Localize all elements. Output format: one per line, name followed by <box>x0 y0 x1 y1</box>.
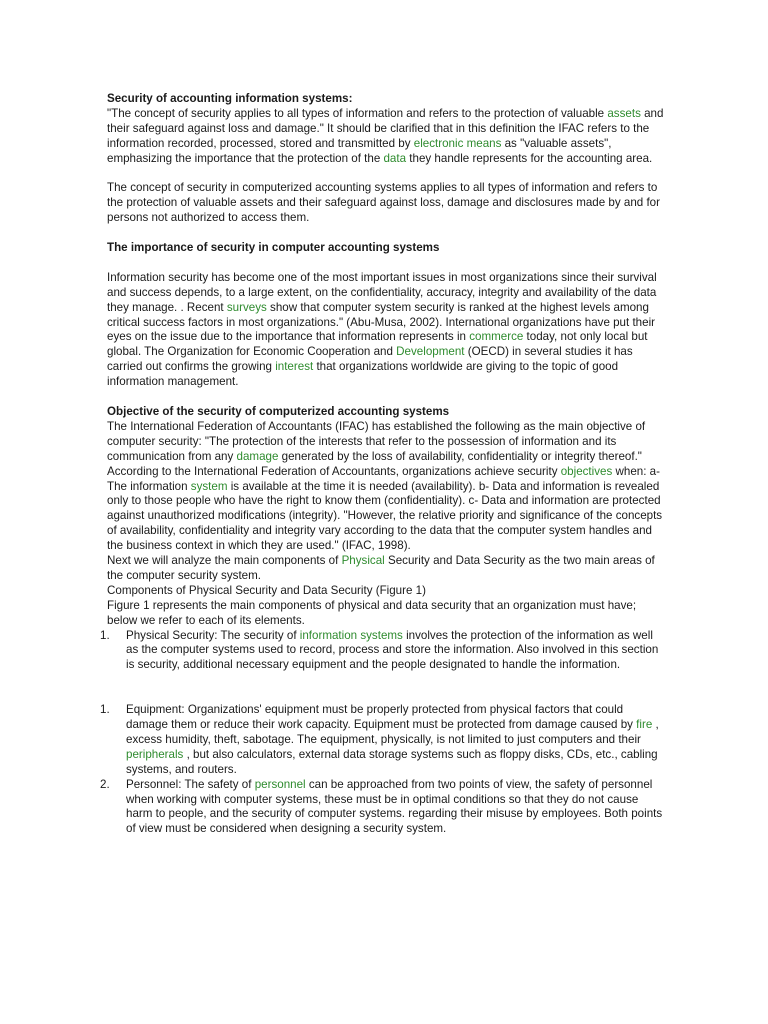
text-run: that organizations worldwide are giving to the topic of good information management. <box>107 360 619 389</box>
list-number: 2. <box>100 777 110 791</box>
text-run: Physical Security: The security of <box>126 628 300 642</box>
text-run: is available at the time it is needed (availability). b- Data and information is revealed only to those people who have the right to know them (confidentiality). c- Data and information are protected against unauthorized modifications (integrity). "However, the relative priority and significance of the concepts of availability, confidentiality and integrity vary according to the data that the computer system handles and the business context in which they are used." (IFAC, 1998). <box>107 479 663 553</box>
list-item <box>100 628 667 674</box>
section-title-security-ais: Security of accounting information systems: <box>107 92 353 105</box>
link-surveys[interactable]: surveys <box>226 300 267 314</box>
link-objectives[interactable]: objectives <box>560 464 613 478</box>
link-personnel[interactable]: personnel <box>254 777 306 791</box>
paragraph-security-concept <box>107 107 667 167</box>
paragraph-computerized-security: The concept of security in computerized accounting systems applies to all types of information and refers to the protection of valuable assets and their safeguard against loss, damage and disclosures made by and for persons not authorized to access them. <box>107 181 660 225</box>
list-item <box>100 777 667 838</box>
text-run: The International Federation of Accountants (IFAC) has established the following as the main objective of computer security: "The protection of the interests that refer to the possession of information and its communication from any <box>107 419 646 463</box>
link-assets[interactable]: assets <box>607 106 641 120</box>
text-run: Equipment: Organizations' equipment must be properly protected from physical factors that could damage them or reduce their work capacity. Equipment must be protected from damage caused by <box>126 703 637 731</box>
link-commerce[interactable]: commerce <box>469 330 524 344</box>
text-run: and their safeguard against loss and damage." It should be clarified that in this definition the IFAC refers to the information recorded, processed, stored and transmitted by <box>107 106 664 150</box>
text-run: Personnel: The safety of <box>126 777 255 791</box>
link-development[interactable]: Development <box>396 345 465 359</box>
link-fire[interactable]: fire <box>636 717 653 731</box>
text-run: can be approached from two points of view, the safety of personnel when working with computer systems, these must be in optimal conditions so that they do not cause harm to people, and the security of computer systems. regarding their misuse by employees. Both points of view must be considered when designing a security system. <box>126 777 663 836</box>
text-run: , but also calculators, external data storage systems such as floppy disks, CDs, etc., cabling systems, and routers. <box>126 747 658 776</box>
list-number: 1. <box>100 703 110 717</box>
link-information-systems[interactable]: information systems <box>299 628 403 642</box>
paragraph-ifac-objective <box>107 420 667 554</box>
link-electronic-means[interactable]: electronic means <box>413 136 502 150</box>
paragraph-information-security <box>107 271 667 390</box>
text-run: they handle represents for the accounting area. <box>406 151 653 165</box>
text-run: involves the protection of the information as well as the computer systems used to record, process and store the information. Also involved in this section is security, additional necessary equipment and the people designated to handle the information. <box>126 628 659 672</box>
paragraph-figure-description: Figure 1 represents the main components of physical and data security that an organization must have; below we refer to each of its elements. <box>107 598 637 627</box>
list-item <box>100 703 667 778</box>
link-system[interactable]: system <box>190 479 228 493</box>
document-page <box>100 92 667 837</box>
text-run: Information security has become one of the most important issues in most organizations since their survival and success depends, to a large extent, on the confidentiality, accuracy, integrity and availability of the data they manage. . Recent <box>107 270 657 314</box>
text-run: as "valuable assets", emphasizing the importance that the protection of the <box>107 136 612 165</box>
numbered-list-components <box>100 703 667 837</box>
link-interest[interactable]: interest <box>275 360 314 374</box>
numbered-list-physical-security <box>100 628 667 674</box>
list-number: 1. <box>100 628 110 642</box>
text-run: "The concept of security applies to all types of information and refers to the protection of valuable <box>107 106 608 120</box>
link-physical[interactable]: Physical <box>341 554 385 568</box>
paragraph-components-caption: Components of Physical Security and Data Security (Figure 1) <box>107 583 426 597</box>
text-run: Security and Data Security as the two main areas of the computer security system. <box>107 554 655 582</box>
paragraph-next-analysis <box>107 554 667 584</box>
text-run: (OECD) in several studies it has carried out confirms the growing <box>107 345 633 374</box>
text-run: generated by the loss of availability, confidentiality or integrity thereof." According to the International Federation of Accountants, organizations achieve security <box>107 449 642 478</box>
text-run: when: a- The information <box>107 464 660 493</box>
section-title-importance: The importance of security in computer accounting systems <box>107 241 440 255</box>
link-data[interactable]: data <box>383 151 407 165</box>
text-run: , excess humidity, theft, sabotage. The equipment, physically, is not limited to just computers and their <box>126 717 659 746</box>
text-run: today, not only local but global. The Organization for Economic Cooperation and <box>107 330 648 359</box>
link-damage[interactable]: damage <box>236 449 279 463</box>
text-run: Next we will analyze the main components of <box>107 554 342 568</box>
link-peripherals[interactable]: peripherals <box>126 747 184 761</box>
section-title-objective: Objective of the security of computerized accounting systems <box>107 404 450 418</box>
text-run: show that computer system security is ranked at the highest levels among critical success factors in most organizations." (Abu-Musa, 2002). International organizations have put their eyes on the issue due to the importance that information represents in <box>107 300 656 344</box>
